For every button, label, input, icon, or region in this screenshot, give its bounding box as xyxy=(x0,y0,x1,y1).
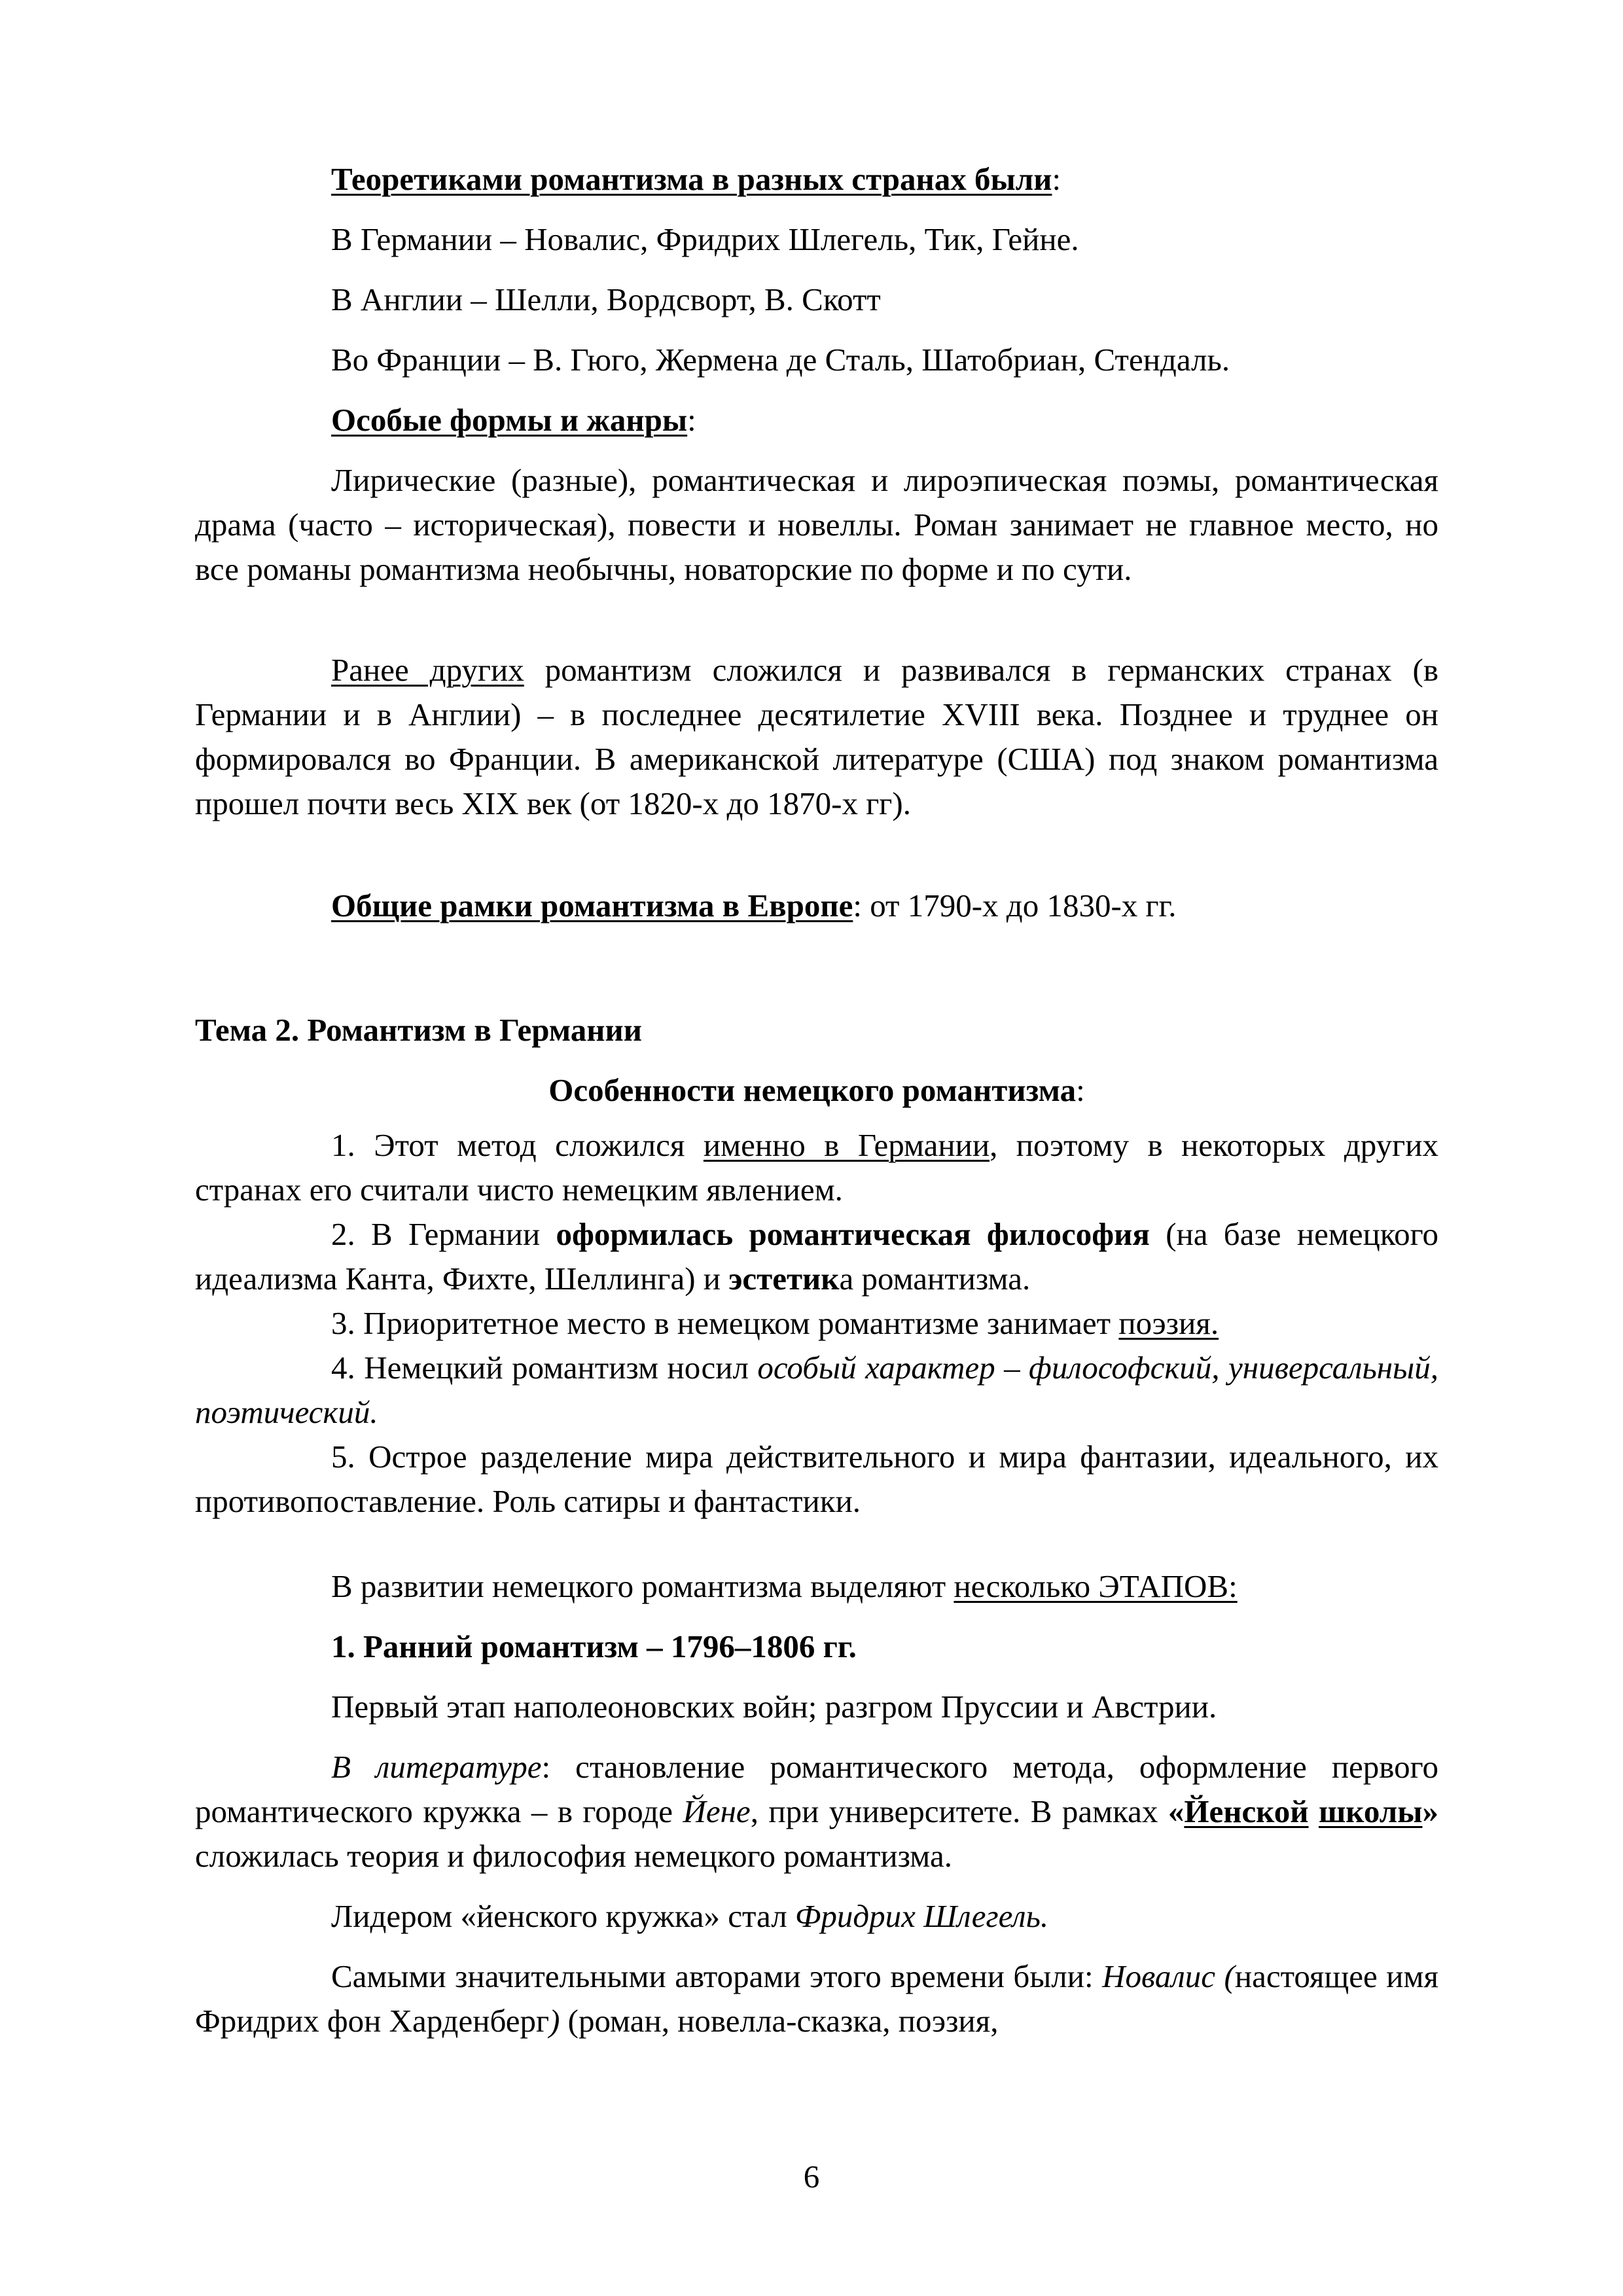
theorists-france: Во Франции – В. Гюго, Жермена де Сталь, Шатобриан, Стендаль. xyxy=(331,342,1230,378)
theorists-england: В Англии – Шелли, Вордсворт, В. Скотт xyxy=(331,281,881,317)
topic-subtitle-line: Особенности немецкого романтизма: xyxy=(548,1072,1085,1108)
topic-title: Тема 2. Романтизм в Германии xyxy=(195,1012,642,1048)
topic-subtitle: Особенности немецкого романтизма xyxy=(548,1072,1077,1108)
earlier-paragraph: Ранее других романтизм сложился и развивался в германских странах (в Германии и в Англии) – в последнее десятилетие XVIII века. Позднее и труднее он формировался во Франции. В американской литературе (США) под знаком романтизма прошел почти весь XIX век (от 1820-х до 1870-х гг). xyxy=(195,652,1438,821)
forms-heading: Особые формы и жанры xyxy=(331,402,688,438)
feature-1: 1. Этот метод сложился именно в Германии, поэтому в некоторых других странах его считали чисто немецким явлением. xyxy=(195,1127,1438,1208)
stage-1-leader: Лидером «йенского кружка» стал Фридрих Шлегель. xyxy=(331,1898,1049,1934)
forms-heading-line: Особые формы и жанры: xyxy=(331,402,696,438)
forms-paragraph: Лирические (разные), романтическая и лироэпическая поэмы, романтическая драма (часто – историческая), повести и новеллы. Роман занимает не главное место, но все романы романтизма необычны, новаторские по форме и по сути. xyxy=(195,462,1438,587)
stage-1-heading: 1. Ранний романтизм – 1796–1806 гг. xyxy=(331,1628,857,1664)
theorists-germany: В Германии – Новалис, Фридрих Шлегель, Тик, Гейне. xyxy=(331,221,1079,257)
feature-3: 3. Приоритетное место в немецком романтизме занимает поэзия. xyxy=(331,1305,1219,1341)
frames-heading: Общие рамки романтизма в Европе xyxy=(331,888,853,924)
earlier-underlined: Ранее других xyxy=(331,652,524,688)
theorists-heading: Теоретиками романтизма в разных странах были xyxy=(331,161,1052,197)
feature-5: 5. Острое разделение мира действительного и мира фантазии, идеального, их противопоставление. Роль сатиры и фантастики. xyxy=(195,1439,1438,1519)
page-number: 6 xyxy=(803,2159,820,2195)
feature-2: 2. В Германии оформилась романтическая философия (на базе немецкого идеализма Канта, Фихте, Шеллинга) и эстетика романтизма. xyxy=(195,1216,1438,1297)
stages-intro: В развитии немецкого романтизма выделяют несколько ЭТАПОВ: xyxy=(331,1568,1238,1604)
stage-1-literature: В литературе: становление романтического метода, оформление первого романтического кружка – в городе Йене, при университете. В рамках «Йенской школы» сложилась теория и философия немецкого романтизма. xyxy=(195,1749,1438,1874)
stage-1-context: Первый этап наполеоновских войн; разгром Пруссии и Австрии. xyxy=(331,1689,1217,1725)
theorists-heading-line: Теоретиками романтизма в разных странах были: xyxy=(331,161,1061,197)
frames-line: Общие рамки романтизма в Европе: от 1790-х до 1830-х гг. xyxy=(331,888,1177,924)
feature-4: 4. Немецкий романтизм носил особый характер – философский, универсальный, поэтический. xyxy=(195,1350,1438,1430)
stage-1-authors: Самыми значительными авторами этого времени были: Новалис (настоящее имя Фридрих фон Харденберг) (роман, новелла-сказка, поэзия, xyxy=(195,1958,1438,2039)
